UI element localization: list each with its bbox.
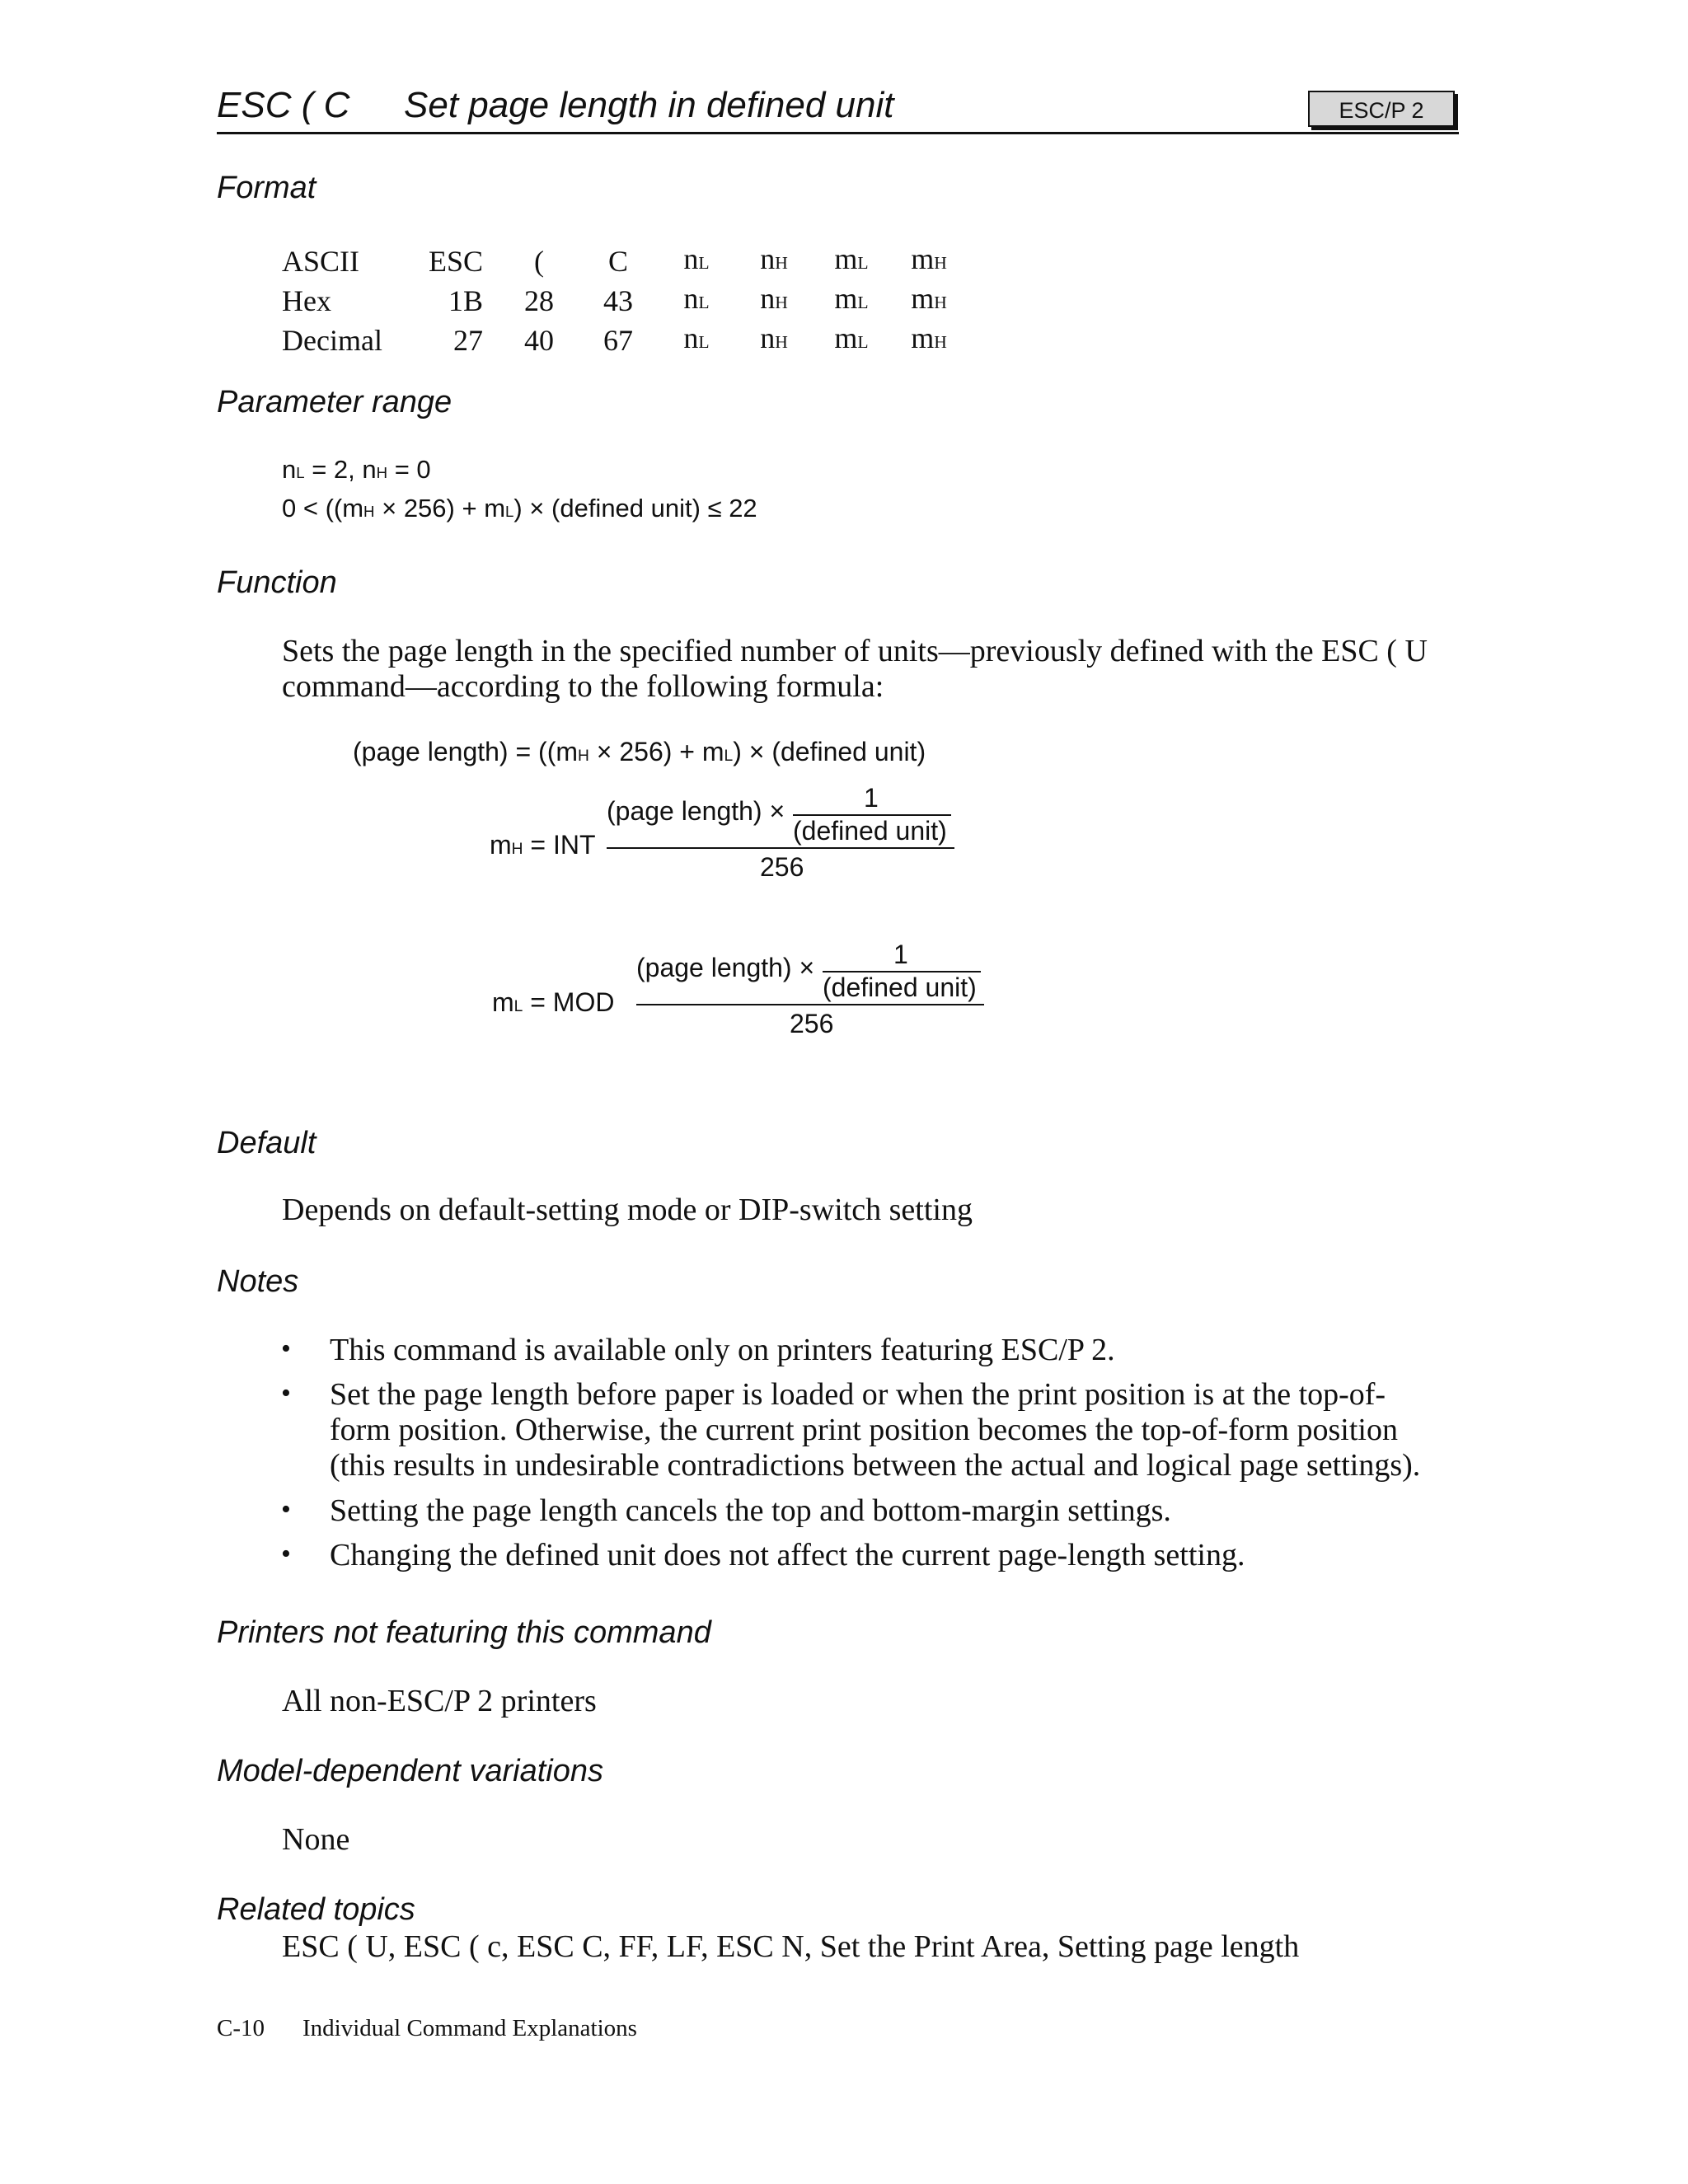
row-label: Decimal: [282, 323, 382, 357]
formula-ml-lhs: mL = MOD: [492, 987, 615, 1017]
notes-heading: Notes: [217, 1264, 299, 1299]
default-heading: Default: [217, 1126, 316, 1160]
cell-nh: nH: [760, 282, 788, 315]
parameter-range-line-2: 0 < ((mH × 256) + mL) × (defined unit) ≤ 22: [282, 494, 757, 523]
default-text: Depends on default-setting mode or DIP-switch setting: [282, 1193, 973, 1227]
formula-ml-inner-numerator: 1: [893, 940, 908, 969]
formula-ml-fraction-line: [636, 1004, 984, 1005]
format-row-ascii: [282, 241, 968, 281]
cell-c: 43: [603, 284, 633, 317]
cell-paren: 40: [524, 323, 554, 357]
format-heading: Format: [217, 171, 316, 205]
note-bullet: •: [281, 1539, 291, 1569]
page-title: Set page length in defined unit: [404, 85, 894, 125]
cell-esc: 1B: [448, 284, 483, 317]
note-2-line-2: form position. Otherwise, the current print position becomes the top-of-form position: [330, 1413, 1398, 1447]
function-text-line-2: command—according to the following formula:: [282, 669, 884, 704]
cell-nl: nL: [683, 282, 710, 315]
formula-mh-inner-denominator: (defined unit): [793, 816, 947, 846]
printers-not-featuring-heading: Printers not featuring this command: [217, 1615, 711, 1650]
cell-nh: nH: [760, 321, 788, 354]
footer-page-number: C-10: [217, 2015, 265, 2041]
cell-ml: mL: [834, 321, 869, 354]
formula-ml-denominator: 256: [790, 1009, 834, 1038]
cell-ml: mL: [834, 242, 869, 275]
related-topics-text: ESC ( U, ESC ( c, ESC C, FF, LF, ESC N, Set the Print Area, Setting page length: [282, 1929, 1300, 1964]
note-bullet: •: [281, 1378, 291, 1408]
parameter-range-line-1: nL = 2, nH = 0: [282, 455, 431, 484]
formula-ml-numerator-text: (page length) ×: [636, 953, 815, 982]
note-2-line-1: Set the page length before paper is loaded or when the print position is at the top-of-: [330, 1377, 1386, 1412]
formula-mh-denominator: 256: [760, 852, 804, 882]
formula-mh-inner-numerator: 1: [864, 783, 879, 813]
cell-mh: mH: [911, 282, 947, 315]
formula-page-length: (page length) = ((mH × 256) + mL) × (defined unit): [353, 737, 926, 766]
cell-c: 67: [603, 323, 633, 357]
note-2-line-3: (this results in undesirable contradictions between the actual and logical page settings).: [330, 1448, 1421, 1483]
printers-not-featuring-text: All non-ESC/P 2 printers: [282, 1684, 597, 1718]
footer-title: Individual Command Explanations: [302, 2015, 637, 2041]
formula-mh-lhs: mH = INT: [490, 830, 596, 860]
note-bullet: •: [281, 1333, 291, 1364]
cell-paren: 28: [524, 284, 554, 317]
format-row-decimal: [282, 321, 968, 360]
parameter-range-heading: Parameter range: [217, 385, 452, 419]
note-bullet: •: [281, 1494, 291, 1525]
note-4: Changing the defined unit does not affect the current page-length setting.: [330, 1538, 1245, 1572]
header-rule: [217, 132, 1459, 134]
format-row-hex: [282, 281, 968, 321]
model-variations-text: None: [282, 1822, 350, 1857]
cell-nl: nL: [683, 321, 710, 354]
cell-esc: 27: [453, 323, 483, 357]
related-topics-heading: Related topics: [217, 1892, 415, 1927]
model-variations-heading: Model-dependent variations: [217, 1754, 603, 1788]
esc-p2-badge: ESC/P 2: [1308, 91, 1455, 127]
cell-mh: mH: [911, 321, 947, 354]
format-table: [282, 241, 968, 360]
formula-mh-fraction-line: [607, 847, 954, 849]
function-text-line-1: Sets the page length in the specified number of units—previously defined with the ESC ( U: [282, 634, 1428, 668]
formula-ml-inner-denominator: (defined unit): [823, 972, 977, 1002]
cell-nh: nH: [760, 242, 788, 275]
note-1: This command is available only on printers featuring ESC/P 2.: [330, 1333, 1115, 1367]
formula-mh-numerator-text: (page length) ×: [607, 796, 785, 826]
cell-esc: ESC: [428, 244, 483, 278]
row-label: Hex: [282, 284, 331, 317]
command-name: ESC ( C: [217, 85, 350, 125]
cell-paren: (: [534, 244, 544, 278]
cell-c: C: [607, 244, 628, 278]
function-heading: Function: [217, 565, 337, 600]
cell-nl: nL: [683, 242, 710, 275]
row-label: ASCII: [282, 244, 360, 278]
cell-mh: mH: [911, 242, 947, 275]
cell-ml: mL: [834, 282, 869, 315]
note-3: Setting the page length cancels the top and bottom-margin settings.: [330, 1493, 1171, 1528]
